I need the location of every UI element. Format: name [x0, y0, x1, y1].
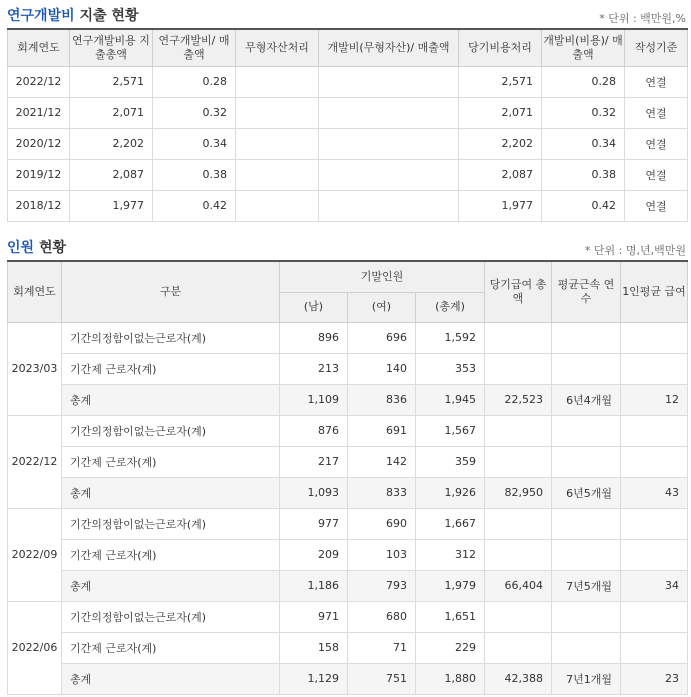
- rd-header-ratio: 연구개발비/ 매출액: [153, 29, 236, 66]
- rd-header-row: [8, 29, 688, 66]
- hr-unit-note: * 단위 : 명,년,백만원: [584, 244, 686, 257]
- hr-cell-avg-pay: [621, 539, 688, 570]
- hr-cell-category: 기간제 근로자(계): [62, 446, 280, 477]
- hr-cell-tenure: [552, 539, 621, 570]
- rd-cell-year: 2021/12: [8, 97, 70, 128]
- hr-cell-tenure: [552, 632, 621, 663]
- hr-cell-category: 기간의정함이없는근로자(계): [62, 322, 280, 353]
- hr-cell-category: 기간제 근로자(계): [62, 632, 280, 663]
- hr-cell-salary: [485, 415, 552, 446]
- rd-cell-total: 1,977: [70, 190, 153, 221]
- hr-cell-female: 751: [348, 663, 416, 694]
- hr-cell-avg-pay: [621, 322, 688, 353]
- rd-cell-total: 2,571: [70, 66, 153, 97]
- hr-cell-total: 229: [416, 632, 485, 663]
- rd-cell-intangible-ratio: [319, 128, 459, 159]
- rd-section-title: [7, 5, 138, 25]
- rd-cell-basis: 연결: [625, 66, 688, 97]
- hr-cell-total: 1,592: [416, 322, 485, 353]
- rd-header-expense: 당기비용처리: [459, 29, 542, 66]
- rd-cell-expense-ratio: 0.42: [542, 190, 625, 221]
- hr-total-row: [8, 384, 688, 415]
- rd-cell-expense-ratio: 0.28: [542, 66, 625, 97]
- rd-cell-intangible: [236, 97, 319, 128]
- hr-cell-category: 기간제 근로자(계): [62, 539, 280, 570]
- hr-cell-total: 353: [416, 353, 485, 384]
- hr-cell-category: 총계: [62, 663, 280, 694]
- rd-cell-year: 2020/12: [8, 128, 70, 159]
- hr-table-body: [8, 322, 688, 694]
- hr-header-total: (총계): [416, 292, 485, 322]
- hr-cell-tenure: 7년5개월: [552, 570, 621, 601]
- rd-cell-expense: 2,087: [459, 159, 542, 190]
- hr-cell-tenure: [552, 353, 621, 384]
- hr-cell-salary: [485, 539, 552, 570]
- hr-row: [8, 508, 688, 539]
- hr-cell-avg-pay: 34: [621, 570, 688, 601]
- hr-cell-female: 140: [348, 353, 416, 384]
- hr-cell-female: 836: [348, 384, 416, 415]
- hr-header-female: (여): [348, 292, 416, 322]
- rd-cell-expense-ratio: 0.38: [542, 159, 625, 190]
- rd-cell-intangible: [236, 66, 319, 97]
- rd-cell-expense-ratio: 0.34: [542, 128, 625, 159]
- rd-cell-ratio: 0.28: [153, 66, 236, 97]
- rd-header-expense-ratio: 개발비(비용)/ 매출액: [542, 29, 625, 66]
- hr-cell-female: 793: [348, 570, 416, 601]
- hr-cell-tenure: [552, 415, 621, 446]
- hr-cell-salary: 82,950: [485, 477, 552, 508]
- rd-cell-basis: 연결: [625, 97, 688, 128]
- rd-header-total: 연구개발비용 지출총액: [70, 29, 153, 66]
- hr-cell-tenure: [552, 446, 621, 477]
- hr-cell-male: 213: [280, 353, 348, 384]
- hr-header-row-1: [8, 261, 688, 292]
- hr-cell-tenure: [552, 322, 621, 353]
- hr-cell-total: 1,880: [416, 663, 485, 694]
- hr-cell-tenure: 6년5개월: [552, 477, 621, 508]
- hr-cell-tenure: [552, 508, 621, 539]
- rd-cell-expense: 2,202: [459, 128, 542, 159]
- hr-cell-total: 1,651: [416, 601, 485, 632]
- rd-cell-ratio: 0.34: [153, 128, 236, 159]
- rd-cell-basis: 연결: [625, 159, 688, 190]
- hr-cell-year: 2023/03: [8, 322, 62, 415]
- hr-cell-category: 기간의정함이없는근로자(계): [62, 601, 280, 632]
- hr-cell-male: 158: [280, 632, 348, 663]
- hr-cell-male: 876: [280, 415, 348, 446]
- rd-unit-note: * 단위 : 백만원,%: [599, 12, 686, 25]
- hr-cell-avg-pay: [621, 415, 688, 446]
- hr-title-highlight: 인원: [7, 240, 35, 256]
- rd-table-body: [8, 66, 688, 221]
- hr-section-title: [7, 237, 66, 257]
- rd-cell-intangible-ratio: [319, 97, 459, 128]
- hr-cell-salary: 22,523: [485, 384, 552, 415]
- hr-cell-male: 971: [280, 601, 348, 632]
- hr-cell-male: 1,129: [280, 663, 348, 694]
- rd-cell-year: 2022/12: [8, 66, 70, 97]
- rd-cell-expense-ratio: 0.32: [542, 97, 625, 128]
- hr-cell-male: 977: [280, 508, 348, 539]
- hr-table: [7, 260, 688, 695]
- rd-title-highlight: 연구개발비: [7, 8, 75, 24]
- hr-cell-year: 2022/12: [8, 415, 62, 508]
- rd-cell-ratio: 0.42: [153, 190, 236, 221]
- hr-row: [8, 601, 688, 632]
- hr-cell-male: 1,109: [280, 384, 348, 415]
- hr-header-year: 회계연도: [8, 261, 62, 322]
- hr-cell-tenure: 7년1개월: [552, 663, 621, 694]
- hr-cell-avg-pay: [621, 508, 688, 539]
- hr-cell-salary: 42,388: [485, 663, 552, 694]
- rd-cell-intangible-ratio: [319, 66, 459, 97]
- hr-cell-category: 기간의정함이없는근로자(계): [62, 415, 280, 446]
- hr-total-row: [8, 663, 688, 694]
- rd-cell-ratio: 0.32: [153, 97, 236, 128]
- hr-cell-tenure: [552, 601, 621, 632]
- hr-cell-female: 691: [348, 415, 416, 446]
- hr-cell-female: 71: [348, 632, 416, 663]
- hr-row: [8, 446, 688, 477]
- hr-cell-female: 833: [348, 477, 416, 508]
- hr-cell-salary: [485, 353, 552, 384]
- hr-title-rest: 현황: [38, 240, 66, 256]
- hr-cell-total: 1,926: [416, 477, 485, 508]
- rd-row: [8, 159, 688, 190]
- hr-row: [8, 322, 688, 353]
- hr-cell-avg-pay: [621, 632, 688, 663]
- rd-row: [8, 128, 688, 159]
- rd-header-intangible: 무형자산처리: [236, 29, 319, 66]
- hr-row: [8, 353, 688, 384]
- hr-cell-male: 217: [280, 446, 348, 477]
- hr-cell-total: 1,945: [416, 384, 485, 415]
- hr-cell-salary: [485, 446, 552, 477]
- hr-cell-year: 2022/06: [8, 601, 62, 694]
- rd-table: [7, 28, 688, 222]
- hr-cell-male: 1,093: [280, 477, 348, 508]
- hr-header-tenure: 평균근속 연수: [552, 261, 621, 322]
- hr-cell-male: 209: [280, 539, 348, 570]
- rd-cell-basis: 연결: [625, 128, 688, 159]
- rd-header-intangible-ratio: 개발비(무형자산)/ 매출액: [319, 29, 459, 66]
- hr-cell-female: 103: [348, 539, 416, 570]
- hr-cell-category: 기간의정함이없는근로자(계): [62, 508, 280, 539]
- hr-cell-female: 696: [348, 322, 416, 353]
- rd-cell-ratio: 0.38: [153, 159, 236, 190]
- hr-cell-category: 총계: [62, 477, 280, 508]
- rd-cell-year: 2019/12: [8, 159, 70, 190]
- hr-cell-salary: 66,404: [485, 570, 552, 601]
- hr-cell-salary: [485, 508, 552, 539]
- hr-cell-year: 2022/09: [8, 508, 62, 601]
- rd-cell-intangible-ratio: [319, 190, 459, 221]
- rd-cell-total: 2,202: [70, 128, 153, 159]
- hr-header-category: 구분: [62, 261, 280, 322]
- hr-cell-avg-pay: 23: [621, 663, 688, 694]
- rd-cell-expense: 1,977: [459, 190, 542, 221]
- hr-cell-male: 1,186: [280, 570, 348, 601]
- hr-total-row: [8, 570, 688, 601]
- rd-header-year: 회계연도: [8, 29, 70, 66]
- hr-cell-total: 1,979: [416, 570, 485, 601]
- hr-cell-salary: [485, 601, 552, 632]
- hr-cell-female: 680: [348, 601, 416, 632]
- hr-header-avg-pay: 1인평균 급여: [621, 261, 688, 322]
- rd-header-basis: 작성기준: [625, 29, 688, 66]
- hr-cell-avg-pay: [621, 446, 688, 477]
- rd-cell-year: 2018/12: [8, 190, 70, 221]
- hr-cell-avg-pay: 43: [621, 477, 688, 508]
- hr-header-headcount: 기말인원: [280, 261, 485, 292]
- rd-cell-expense: 2,071: [459, 97, 542, 128]
- rd-cell-intangible: [236, 159, 319, 190]
- hr-cell-category: 총계: [62, 384, 280, 415]
- hr-cell-total: 359: [416, 446, 485, 477]
- rd-title-rest: 지출 현황: [79, 8, 139, 24]
- rd-cell-intangible: [236, 128, 319, 159]
- rd-cell-total: 2,087: [70, 159, 153, 190]
- hr-cell-male: 896: [280, 322, 348, 353]
- hr-cell-total: 1,567: [416, 415, 485, 446]
- hr-cell-total: 1,667: [416, 508, 485, 539]
- hr-cell-category: 총계: [62, 570, 280, 601]
- rd-cell-expense: 2,571: [459, 66, 542, 97]
- hr-cell-tenure: 6년4개월: [552, 384, 621, 415]
- hr-cell-female: 142: [348, 446, 416, 477]
- rd-row: [8, 190, 688, 221]
- hr-cell-avg-pay: [621, 353, 688, 384]
- hr-row: [8, 415, 688, 446]
- hr-header-salary: 당기급여 총액: [485, 261, 552, 322]
- hr-total-row: [8, 477, 688, 508]
- hr-cell-avg-pay: 12: [621, 384, 688, 415]
- rd-cell-basis: 연결: [625, 190, 688, 221]
- hr-cell-category: 기간제 근로자(계): [62, 353, 280, 384]
- hr-cell-avg-pay: [621, 601, 688, 632]
- hr-header-male: (남): [280, 292, 348, 322]
- rd-row: [8, 66, 688, 97]
- hr-cell-salary: [485, 632, 552, 663]
- rd-cell-intangible-ratio: [319, 159, 459, 190]
- hr-cell-total: 312: [416, 539, 485, 570]
- hr-cell-female: 690: [348, 508, 416, 539]
- rd-cell-total: 2,071: [70, 97, 153, 128]
- rd-row: [8, 97, 688, 128]
- rd-cell-intangible: [236, 190, 319, 221]
- hr-row: [8, 539, 688, 570]
- hr-cell-salary: [485, 322, 552, 353]
- hr-row: [8, 632, 688, 663]
